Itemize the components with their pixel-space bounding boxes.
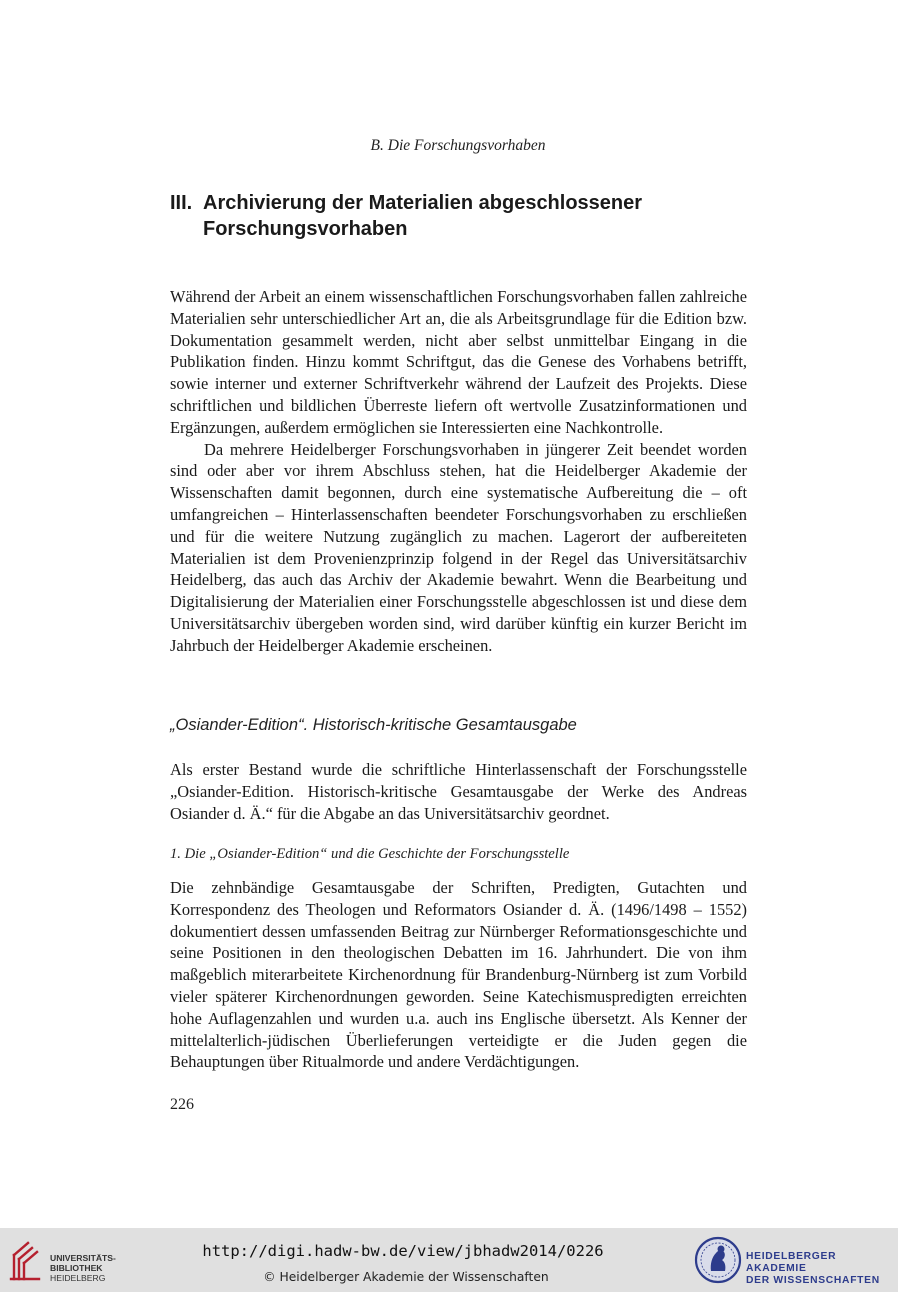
chapter-title bbox=[170, 190, 770, 242]
running-head: B. Die Forschungsvorhaben bbox=[370, 137, 546, 154]
page-number: 226 bbox=[170, 1096, 194, 1113]
subsection-heading: 1. Die „Osiander-Edition“ und die Geschichte der Forschungsstelle bbox=[170, 846, 570, 862]
hadw-line-1: HEIDELBERGER AKADEMIE bbox=[746, 1251, 837, 1274]
chapter-number: III. bbox=[170, 192, 193, 214]
chapter-title-text bbox=[203, 190, 703, 242]
footer-bar bbox=[0, 1228, 898, 1292]
hadw-line-2: DER WISSENSCHAFTEN bbox=[746, 1275, 880, 1286]
ub-line-1: UNIVERSITÄTS- bbox=[50, 1253, 116, 1263]
section-paragraph: Als erster Bestand wurde die schriftliche Hinterlassenschaft der Forschungsstelle „Osiander-Edition. Historisch-kritische Gesamtausgabe der Werke des Andreas Osiander d. Ä.“ für die Abgabe an das Universitätsarchiv geordnet. bbox=[170, 760, 747, 823]
hadw-seal-icon bbox=[694, 1235, 742, 1285]
chapter-title-line2: Forschungsvorhaben bbox=[203, 218, 408, 240]
subsection-paragraph: Die zehnbändige Gesamtausgabe der Schriften, Predigten, Gutachten und Korrespondenz des Theologen und Reformators Osiander d. Ä. (1496/1498 – 1552) dokumentiert dessen umfassenden Beitrag zur Nürnberger Reformationsgeschichte und seine Positionen in den theologischen Debatten im 16. Jahrhundert. Die von ihm maßgeblich miterarbeitete Kirchenordnung für Brandenburg-Nürnberg ist zum Vorbild vieler späterer Kirchenordnungen geworden. Seine Katechismuspredigten erreichten hohe Auflagenzahlen und wurden u.a. auch ins Englische übersetzt. Als Kenner der mittelalterlich-jüdischen Überlieferungen verteidigte er die Juden gegen die Behauptungen über Ritualmorde und andere Verdächtigungen. bbox=[170, 878, 747, 1072]
intro-paragraph-2: Da mehrere Heidelberger Forschungsvorhaben in jüngerer Zeit beendet worden sind oder aber vor ihrem Abschluss stehen, hat die Heidelberger Akademie der Wissenschaften damit begonnen, durch eine systematische Aufbereitung die – oft umfangreichen – Hinterlassenschaften beendeter Forschungsvorhaben zu erschließen und für die weitere Nutzung zugänglich zu machen. Lagerort der aufbereiteten Materialien ist dem Provenienzprinzip folgend in der Regel das Universitätsarchiv Heidelberg, das auch das Archiv der Akademie bewahrt. Wenn die Bearbeitung und Digitalisierung der Materialien einer Forschungsstelle abgeschlossen ist und diese dem Universitätsarchiv übergeben worden sind, wird darüber künftig ein kurzer Bericht im Jahrbuch der Heidelberger Akademie erscheinen. bbox=[170, 439, 747, 655]
section-text bbox=[170, 759, 747, 824]
ub-line-2: BIBLIOTHEK bbox=[50, 1263, 103, 1273]
intro-text bbox=[170, 286, 747, 657]
permalink-url[interactable]: http://digi.hadw-bw.de/view/jbhadw2014/0226 bbox=[202, 1242, 604, 1260]
copyright-notice: © Heidelberger Akademie der Wissenschaften bbox=[263, 1270, 549, 1284]
intro-paragraph-1: Während der Arbeit an einem wissenschaftlichen Forschungsvorhaben fallen zahlreiche Materialien sehr unterschiedlicher Art an, die als Arbeitsgrundlage für die Edition bzw. Dokumentation gesammelt werden, nicht aber selbst unmittelbar Eingang in die Publikation finden. Hinzu kommt Schriftgut, das die Genese des Vorhabens betrifft, sowie interner und externer Schriftverkehr während der Laufzeit des Projekts. Diese schriftlichen und bildlichen Überreste liefern oft wertvolle Zusatzinformationen und Ergänzungen, außerdem ermöglichen sie Interessierten eine Nachkontrolle. bbox=[170, 287, 747, 437]
hadw-logo[interactable] bbox=[694, 1235, 894, 1285]
section-heading: „Osiander-Edition“. Historisch-kritische Gesamtausgabe bbox=[170, 716, 577, 734]
chapter-title-line1: Archivierung der Materialien abgeschlossener bbox=[203, 192, 643, 214]
hadw-logo-text bbox=[746, 1251, 894, 1287]
ub-line-3: HEIDELBERG bbox=[50, 1273, 106, 1283]
subsection-text bbox=[170, 877, 747, 1073]
